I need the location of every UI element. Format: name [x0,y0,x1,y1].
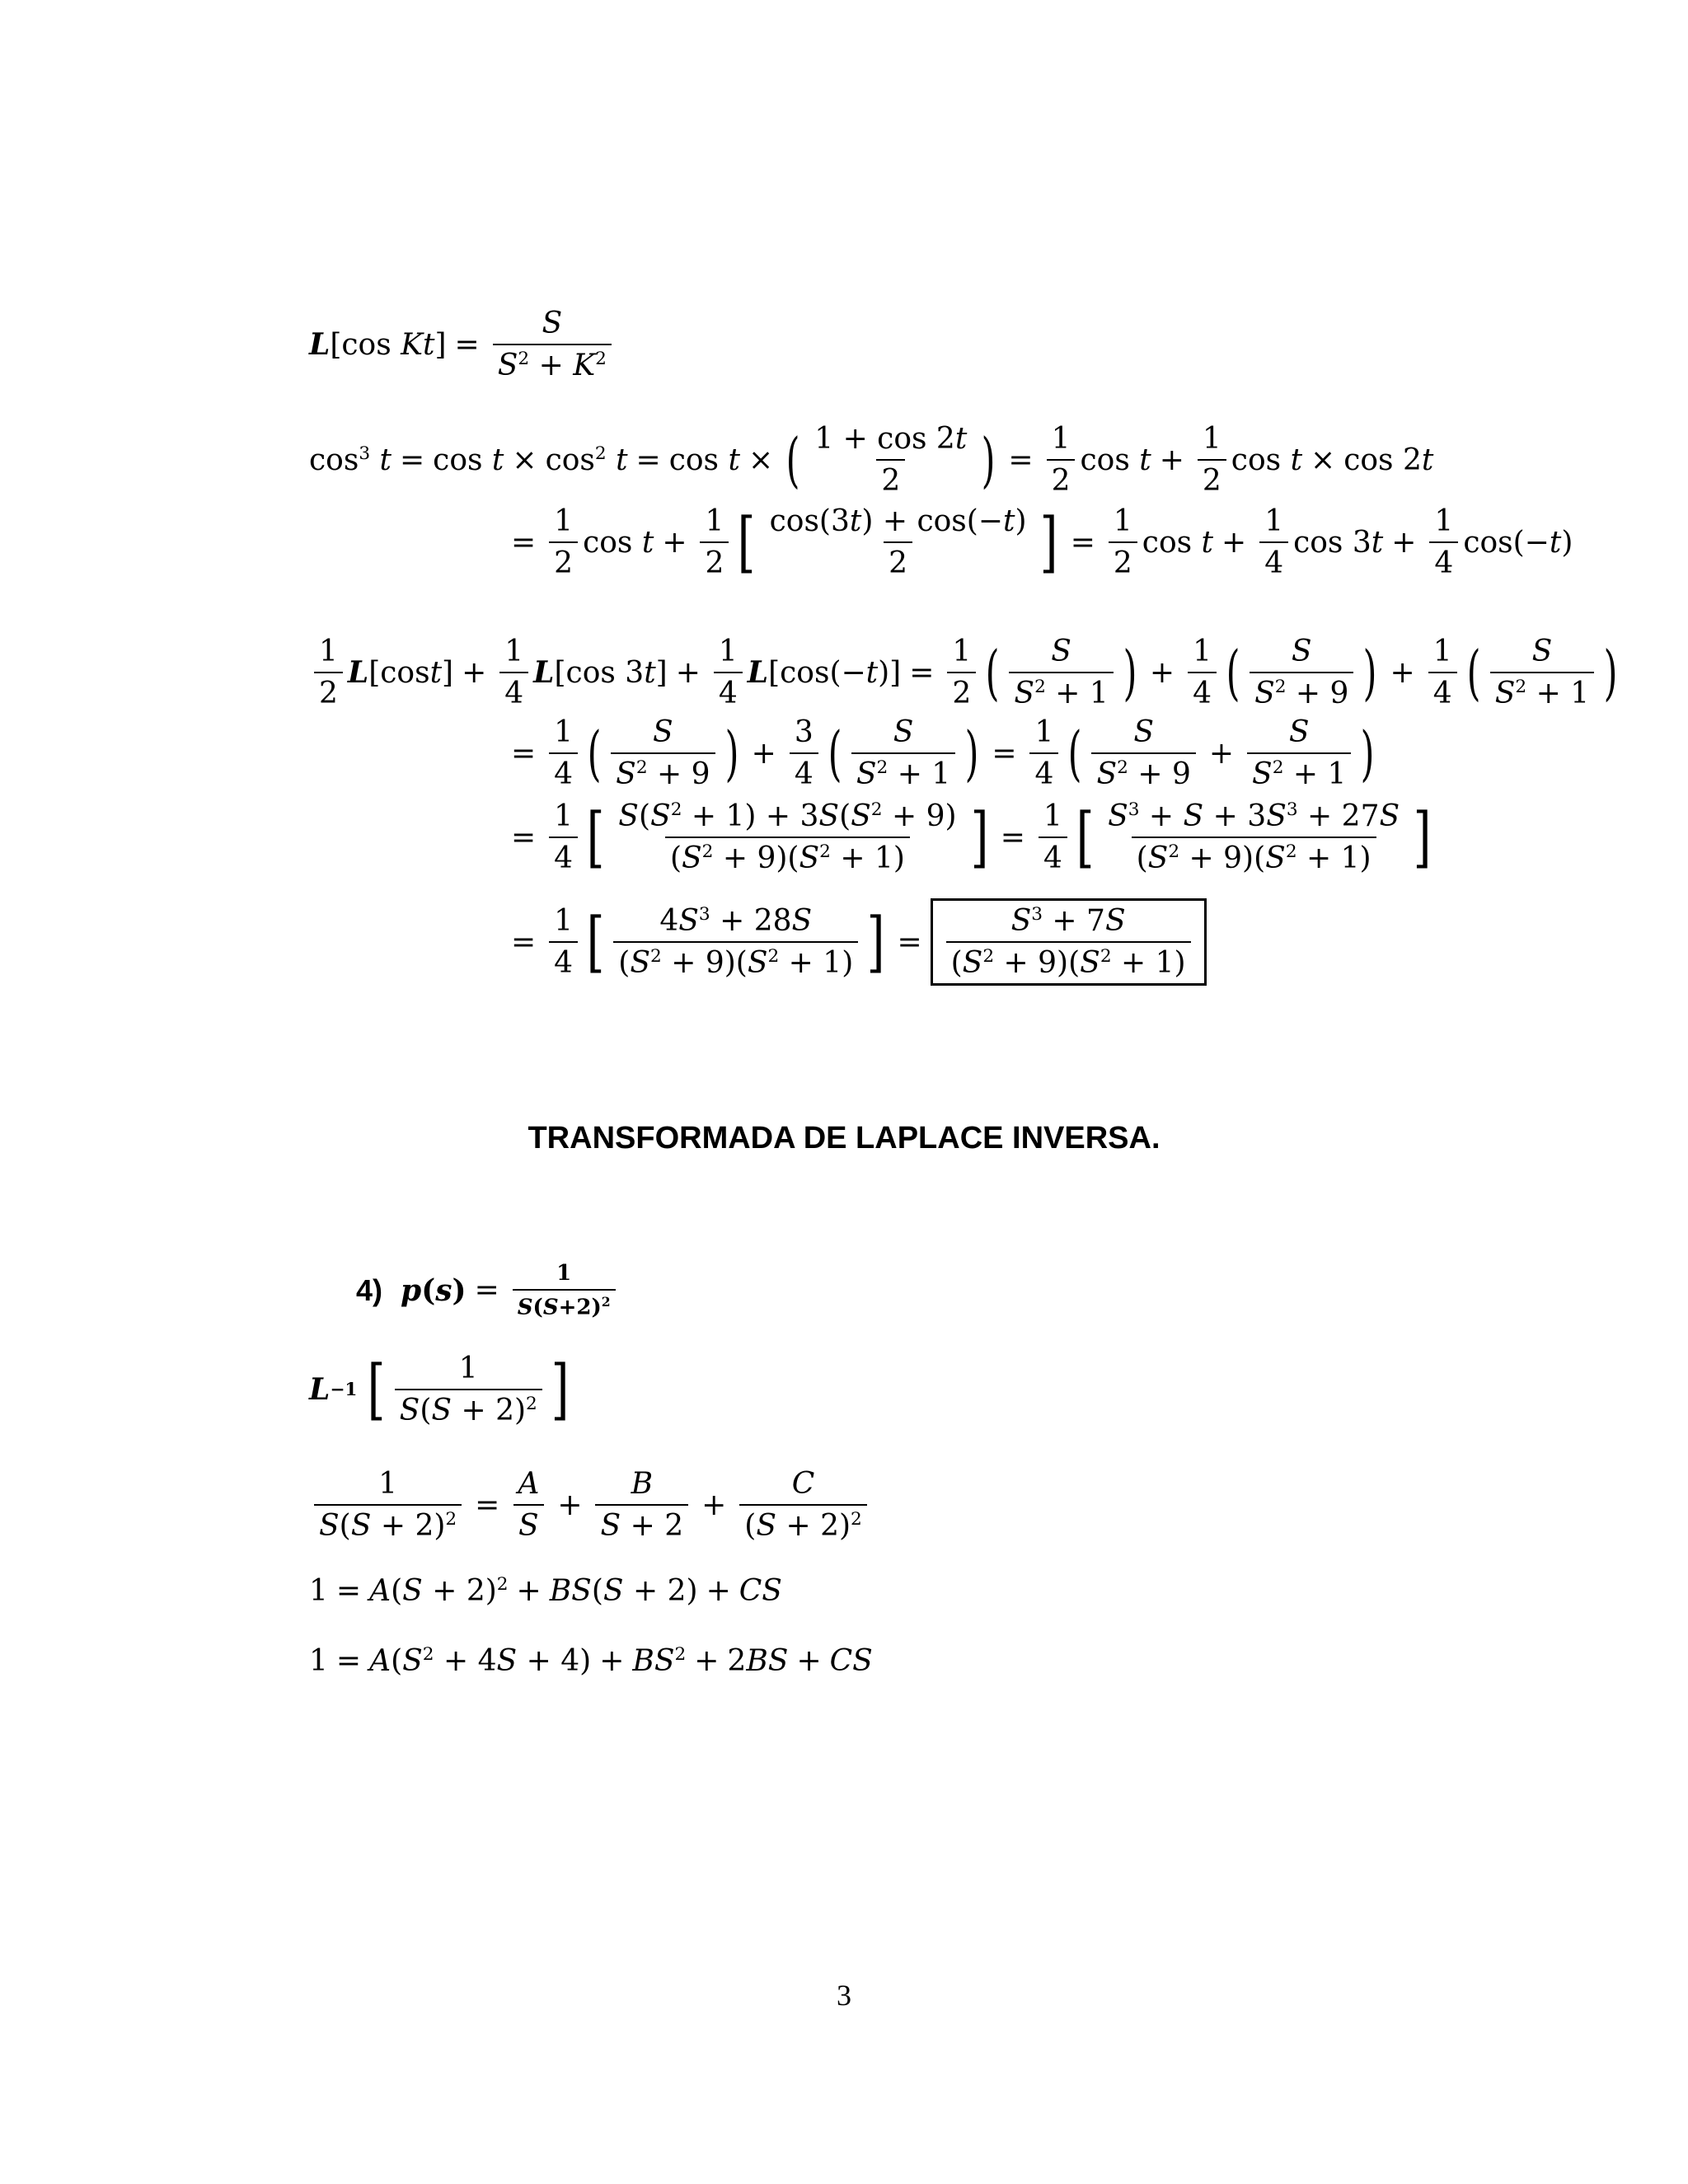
section-heading: TRANSFORMADA DE LAPLACE INVERSA. [528,1121,1160,1155]
equation-laplace-cos: L [cos Kt ] = $\frac{S}{S^2 + K^2}$ [309,307,617,382]
equation-numerator-1: 1 = $A(S + 2)^2$ + BS(S + 2) + CS [309,1574,782,1608]
equation-cos-cubed: $\cos^3 t$ = cos t × $\cos^2 t$ = cos t × ( $\frac{1 + \cos 2t}{2}$ ) = $\frac{1}{2}$ cos t + $\frac{1}{2}$ cos t × cos 2t [309,422,1434,498]
equation-combine-2: = $\frac{1}{4}$ [ $\frac{S(S^2 + 1) + 3S(S^2 + 9)}{(S^2 + 9)(S^2 + 1)}$ ] = $\frac{1}{4}$ [ $\frac{S^3 + S + 3S^3 + 27S}{(S^2 + 9)(S^2 + 1)}$ ] [511,799,1432,875]
equation-numerator-2: 1 = $A(S^2 + 4S + 4)$ + $BS^2$ + 2BS + CS [309,1644,873,1678]
equation-cos-cubed-expand: = $\frac{1}{2}$ cos t + $\frac{1}{2}$ [ $\frac{\cos(3t) + \cos(-t)}{2}$ ] = $\frac{1}{2}$ cos t + $\frac{1}{4}$ cos 3t + $\frac{1}{4}$ cos(−t) [511,504,1573,580]
problem-label: 4) [356,1272,383,1307]
equation-result: = $\frac{1}{4}$ [ $\frac{4S^3 + 28S}{(S^2 + 9)(S^2 + 1)}$ ] = $\frac{S^3 + 7S}{(S^2 + 9)(S^2 + 1)}$ [503,898,1207,986]
equation-combine-1: = $\frac{1}{4}$ ( $\frac{S}{S^2 + 9}$ ) + $\frac{3}{4}$ ( $\frac{S}{S^2 + 1}$ ) = $\frac{1}{4}$ ( $\frac{S}{S^2 + 9}$ + $\frac{S}{S^2 + 1}$ ) [511,715,1375,791]
equation-partial-fractions: $\frac{1}{S(S + 2)^2}$ = $\frac{A}{S}$ + $\frac{B}{S + 2}$ + $\frac{C}{(S + 2)^2}$ [309,1467,872,1543]
equation-inverse-laplace: L −1 [ $\frac{1}{S(S + 2)^2}$ ] [309,1351,570,1427]
equation-laplace-sum: $\frac{1}{2}$ L[cost] + $\frac{1}{4}$ L[cos 3t] + $\frac{1}{4}$ L[cos(−t)] = $\frac{1}{2}$ ( $\frac{S}{S^2 + 1}$ ) + $\frac{1}{4}$ ( $\frac{S}{S^2 + 9}$ ) + $\frac{1}{4}$ ( $\frac{S}{S^2 + 1}$ ) [309,635,1622,710]
boxed-answer: $\frac{S^3 + 7S}{(S^2 + 9)(S^2 + 1)}$ [931,898,1207,986]
page-number: 3 [837,1979,851,2012]
problem-4: 4) p ( s ) = $\frac{1}{S(S+2)^2}$ [356,1261,621,1320]
